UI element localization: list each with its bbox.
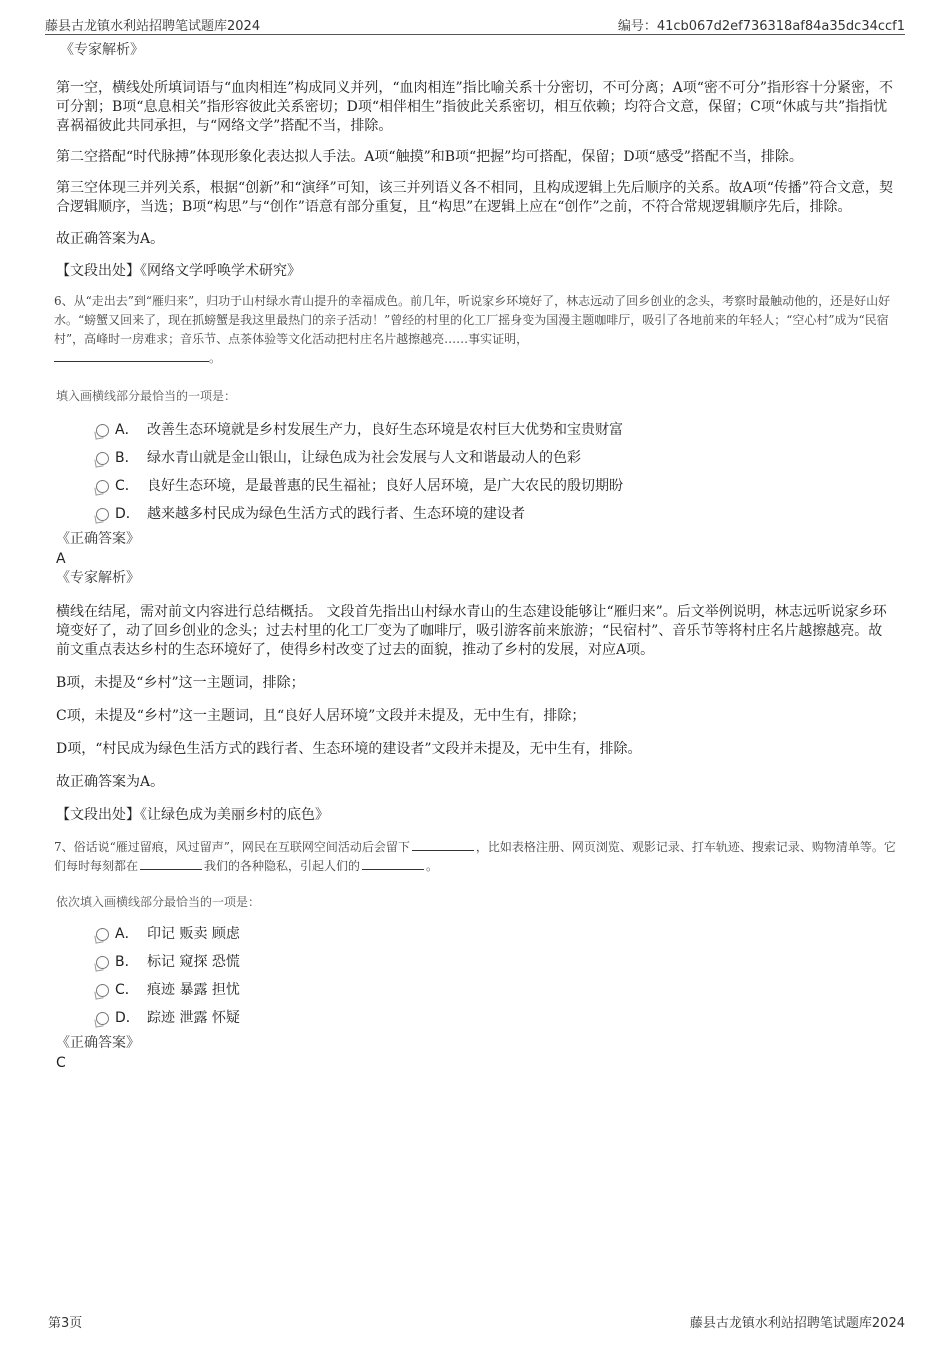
page-footer [45, 1312, 905, 1332]
option-d[interactable] [96, 505, 896, 533]
page-content [56, 40, 896, 1072]
expert-analysis-label: 《专家解析》 [60, 42, 144, 58]
page-header [45, 14, 905, 35]
source-citation: 【文段出处】《让绿色成为美丽乡村的底色》 [56, 807, 329, 823]
option-letter: B． [115, 450, 139, 466]
document-id: 编号：41cb067d2ef736318af84a35dc34ccf1 [617, 19, 905, 34]
answer-blank [54, 349, 209, 362]
option-letter: B． [115, 954, 139, 970]
option-a[interactable] [96, 925, 896, 953]
option-letter: C． [115, 982, 139, 998]
analysis-paragraph: C项，未提及“乡村”这一主题词，且“良好人居环境”文段并未提及，无中生有，排除； [56, 708, 586, 724]
radio-button-icon[interactable] [96, 480, 109, 493]
question-7-options [96, 925, 896, 1037]
option-text: 痕迹 暴露 担忧 [147, 982, 240, 998]
correct-answer: A [56, 551, 66, 567]
analysis-paragraph: 第三空体现三并列关系，根据“创新”和“演绎”可知，该三并列语义各不相同，且构成逻辑上先后顺序的关系。故A项“传播”符合文意，契合逻辑顺序，当选；B项“构思”与“创作”语意有部分重复，且“构思”在逻辑上应在“创作”之前，不符合常规逻辑顺序先后，排除。 [56, 180, 894, 215]
analysis-paragraph: 第一空，横线处所填词语与“血肉相连”构成同义并列，“血肉相连”指比喻关系十分密切，不可分离；A项“密不可分”指形容十分紧密，不可分割；B项“息息相关”指形容彼此关系密切；D项“相伴相生”指彼此关系密切，相互依赖；均符合文意，保留；C项“休戚与共”指指忧喜祸福彼此共同承担，与“网络文学”搭配不当，排除。 [56, 80, 894, 134]
radio-button-icon[interactable] [96, 508, 109, 521]
footer-title: 藤县古龙镇水利站招聘笔试题库2024 [689, 1316, 905, 1331]
question-6-end: 。 [209, 351, 222, 365]
radio-button-icon[interactable] [96, 452, 109, 465]
analysis-paragraph: D项，“村民成为绿色生活方式的践行者、生态环境的建设者”文段并未提及，无中生有，排除。 [56, 741, 642, 757]
question-7 [54, 838, 896, 876]
answer-blank [140, 857, 202, 870]
question-6-text: 6、从“走出去”到“雁归来”，归功于山村绿水青山提升的幸福成色。前几年，听说家乡环境好了，林志远动了回乡创业的念头，考察时最触动他的，还是好山好水。“螃蟹又回来了，现在抓螃蟹是我这里最热门的亲子活动！”曾经的村里的化工厂摇身变为国漫主题咖啡厅，吸引了各地前来的年轻人；“空心村”成为“民宿村”，高峰时一房难求；音乐节、点茶体验等文化活动把村庄名片越擦越亮……事实证明， [54, 294, 891, 346]
radio-button-icon[interactable] [96, 956, 109, 969]
option-letter: A． [115, 926, 139, 942]
correct-answer-label: 《正确答案》 [56, 531, 140, 547]
question-7-text: ，比如表格注册、网页浏览、观影记录、打车轨迹、搜索记录、购物清单等。它们每时每刻都在 [54, 840, 896, 873]
question-6-options [96, 421, 896, 533]
analysis-conclusion: 故正确答案为A。 [56, 231, 165, 247]
option-a[interactable] [96, 421, 896, 449]
radio-button-icon[interactable] [96, 984, 109, 997]
option-b[interactable] [96, 953, 896, 981]
analysis-paragraph: 第二空搭配“时代脉搏”体现形象化表达拟人手法。A项“触摸”和B项“把握”均可搭配，保留；D项“感受”搭配不当，排除。 [56, 149, 803, 165]
option-letter: D． [115, 506, 140, 522]
question-6 [54, 292, 896, 368]
option-text: 良好生态环境，是最普惠的民生福祉；良好人居环境，是广大农民的殷切期盼 [147, 478, 623, 494]
expert-analysis-label: 《专家解析》 [56, 570, 140, 586]
answer-blank [412, 838, 474, 851]
option-text: 踪迹 泄露 怀疑 [147, 1010, 240, 1026]
option-d[interactable] [96, 1009, 896, 1037]
option-text: 越来越多村民成为绿色生活方式的践行者、生态环境的建设者 [147, 506, 525, 522]
question-7-prompt: 依次填入画横线部分最恰当的一项是： [56, 895, 261, 909]
correct-answer: C [56, 1055, 66, 1071]
option-b[interactable] [96, 449, 896, 477]
option-text: 印记 贩卖 顾虑 [147, 926, 240, 942]
question-7-text: 我们的各种隐私，引起人们的 [204, 859, 361, 873]
option-c[interactable] [96, 981, 896, 1009]
option-text: 改善生态环境就是乡村发展生产力，良好生态环境是农村巨大优势和宝贵财富 [147, 422, 623, 438]
analysis-conclusion: 故正确答案为A。 [56, 774, 165, 790]
question-6-prompt: 填入画横线部分最恰当的一项是： [56, 389, 237, 403]
page-number: 第3页 [48, 1316, 83, 1331]
analysis-paragraph: B项，未提及“乡村”这一主题词，排除； [56, 675, 305, 691]
analysis-paragraph: 横线在结尾，需对前文内容进行总结概括。 文段首先指出山村绿水青山的生态建设能够让“雁归来”。后文举例说明，林志远听说家乡环境变好了，动了回乡创业的念头；过去村里的化工厂变为了咖啡厅，吸引游客前来旅游；“民宿村”、音乐节等将村庄名片越擦越亮。故前文重点表达乡村的生态环境好了，使得乡村改变了过去的面貌，推动了乡村的发展，对应A项。 [56, 604, 887, 658]
radio-button-icon[interactable] [96, 1012, 109, 1025]
option-c[interactable] [96, 477, 896, 505]
question-7-text: 7、俗话说“雁过留痕，风过留声”，网民在互联网空间活动后会留下 [54, 840, 410, 854]
correct-answer-label: 《正确答案》 [56, 1035, 140, 1051]
answer-blank [362, 857, 424, 870]
option-letter: C． [115, 478, 139, 494]
option-letter: A． [115, 422, 139, 438]
question-7-text: 。 [426, 859, 439, 873]
option-text: 标记 窥探 恐慌 [147, 954, 240, 970]
option-letter: D． [115, 1010, 140, 1026]
radio-button-icon[interactable] [96, 424, 109, 437]
source-citation: 【文段出处】《网络文学呼唤学术研究》 [56, 263, 301, 279]
option-text: 绿水青山就是金山银山，让绿色成为社会发展与人文和谐最动人的色彩 [147, 450, 581, 466]
radio-button-icon[interactable] [96, 928, 109, 941]
header-title: 藤县古龙镇水利站招聘笔试题库2024 [45, 19, 261, 34]
